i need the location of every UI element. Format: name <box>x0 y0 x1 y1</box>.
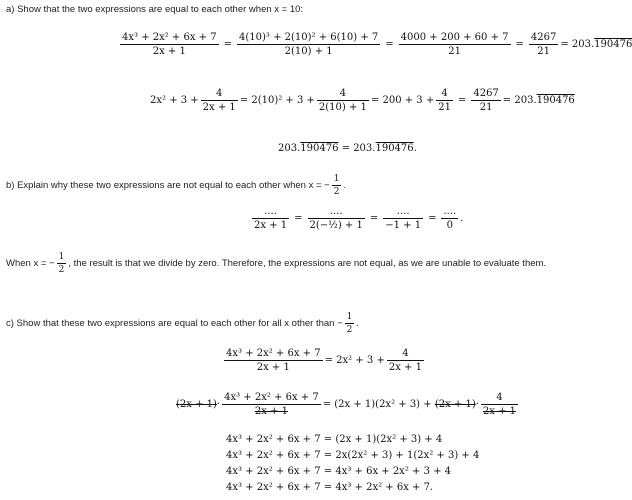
fraction-denominator: −1 + 1 <box>385 220 422 231</box>
fraction-numerator: 4 <box>481 392 518 405</box>
part-b-explanation: When x = − $\frac{1}{2}$ , the result is that we divide by zero. Therefore, the expressions are not equal, as we are unable to evaluate them. <box>6 252 547 275</box>
fraction-numerator: 4x³ + 2x² + 6x + 7 <box>122 32 217 43</box>
expression-text: = 2(10)² + 3 + <box>239 95 315 106</box>
decimal-value: = 203.190476 <box>560 39 632 50</box>
fraction-denominator: 2x + 1 <box>254 220 288 231</box>
part-a-equation-1: $\frac{\text{4x³ + 2x² + 6x + 7}}{2x + 1}$ = $\frac{\text{4(10)³ + 2(10)² + 6(10) + 7}}{2(10) + 1}$ = $\frac{4000 + 200 + 60 + 7}{21}$ = $\frac{4267}{21}$ = 203.190476 <box>122 32 632 57</box>
part-b-prompt: b) Explain why these two expressions are not equal to each other when x = − $\frac{1}{2}$ . <box>6 174 347 197</box>
fraction-denominator: 0 <box>446 220 454 231</box>
part-b-equation: $\frac{....}{2x + 1}$ = $\frac{....}{\text{2(−½) + 1}}$ = $\frac{....}{-1 + 1}$ = $\frac{....}{0}$ . <box>254 206 464 231</box>
fraction-denominator: 2x + 1 <box>152 46 186 57</box>
fraction-denominator: 2x + 1 <box>254 406 288 417</box>
fraction-denominator: 21 <box>438 102 451 113</box>
fraction-denominator: 2x + 1 <box>482 406 517 417</box>
fraction-denominator: 21 <box>448 46 461 57</box>
fraction-numerator: .... <box>383 206 423 219</box>
fraction-numerator: .... <box>252 206 289 219</box>
fraction-numerator: 4x³ + 2x² + 6x + 7 <box>224 392 319 403</box>
expression-text: 2x² + 3 + <box>150 95 199 106</box>
part-c-prompt: c) Show that these two expressions are equal to each other for all x other than − $\frac{1}{2}$ . <box>6 312 360 335</box>
fraction-denominator: 21 <box>537 46 550 57</box>
fraction-numerator: 4000 + 200 + 60 + 7 <box>400 32 509 43</box>
fraction-numerator: 4x³ + 2x² + 6x + 7 <box>226 348 321 359</box>
part-a-prompt: a) Show that the two expressions are equal to each other when x = 10: <box>6 4 304 15</box>
fraction-denominator: 2(10) + 1 <box>318 102 367 113</box>
fraction-numerator: .... <box>308 206 365 219</box>
fraction-numerator: 4 <box>387 348 424 361</box>
part-c-line-1: 4x³ + 2x² + 6x + 7 = (2x + 1)(2x² + 3) + 4 <box>226 434 443 445</box>
fraction-numerator: 4(10)³ + 2(10)² + 6(10) + 7 <box>239 32 379 43</box>
fraction-denominator: 2x + 1 <box>388 362 422 373</box>
part-c-equation-1: $\frac{\text{4x³ + 2x² + 6x + 7}}{2x + 1}$ = 2x² + 3 + $\frac{4}{2x + 1}$ <box>226 348 422 373</box>
fraction-numerator: 4267 <box>473 88 499 99</box>
part-a-equation-3: 203.190476 = 203.190476. <box>278 143 417 154</box>
part-c-equation-2: (2x + 1)· $\frac{\text{4x³ + 2x² + 6x + 7}}{2x + 1}$ = (2x + 1)(2x² + 3) + (2x + 1)· $\frac{4}{2x + 1}$ <box>176 392 517 417</box>
cancelled-factor: (2x + 1) <box>176 399 217 410</box>
fraction-numerator: 4 <box>436 88 453 101</box>
fraction-numerator: 4 <box>317 88 369 101</box>
fraction-denominator: 21 <box>479 102 493 113</box>
fraction-denominator: 2x + 1 <box>202 102 236 113</box>
expression-text: = 200 + 3 + <box>370 95 435 106</box>
fraction-numerator: .... <box>443 206 457 217</box>
fraction-denominator: 2(−½) + 1 <box>309 220 363 231</box>
fraction-denominator: 2x + 1 <box>256 362 290 373</box>
decimal-value: = 203.190476 <box>502 95 575 106</box>
fraction-numerator: 4 <box>201 88 238 101</box>
part-c-line-3: 4x³ + 2x² + 6x + 7 = 4x³ + 6x + 2x² + 3 + 4 <box>226 466 452 477</box>
part-c-line-2: 4x³ + 2x² + 6x + 7 = 2x(2x² + 3) + 1(2x² + 3) + 4 <box>226 450 480 461</box>
part-c-line-4: 4x³ + 2x² + 6x + 7 = 4x³ + 2x² + 6x + 7. <box>226 482 434 493</box>
cancelled-factor: (2x + 1) <box>434 399 476 410</box>
fraction-denominator: 2(10) + 1 <box>284 46 333 57</box>
part-a-equation-2: 2x² + 3 + $\frac{4}{2x + 1}$ = 2(10)² + 3 + $\frac{4}{2(10) + 1}$ = 200 + 3 + $\frac{4}{21}$ = $\frac{4267}{21}$ = 203.190476 <box>150 88 575 113</box>
fraction-numerator: 4267 <box>530 32 557 43</box>
